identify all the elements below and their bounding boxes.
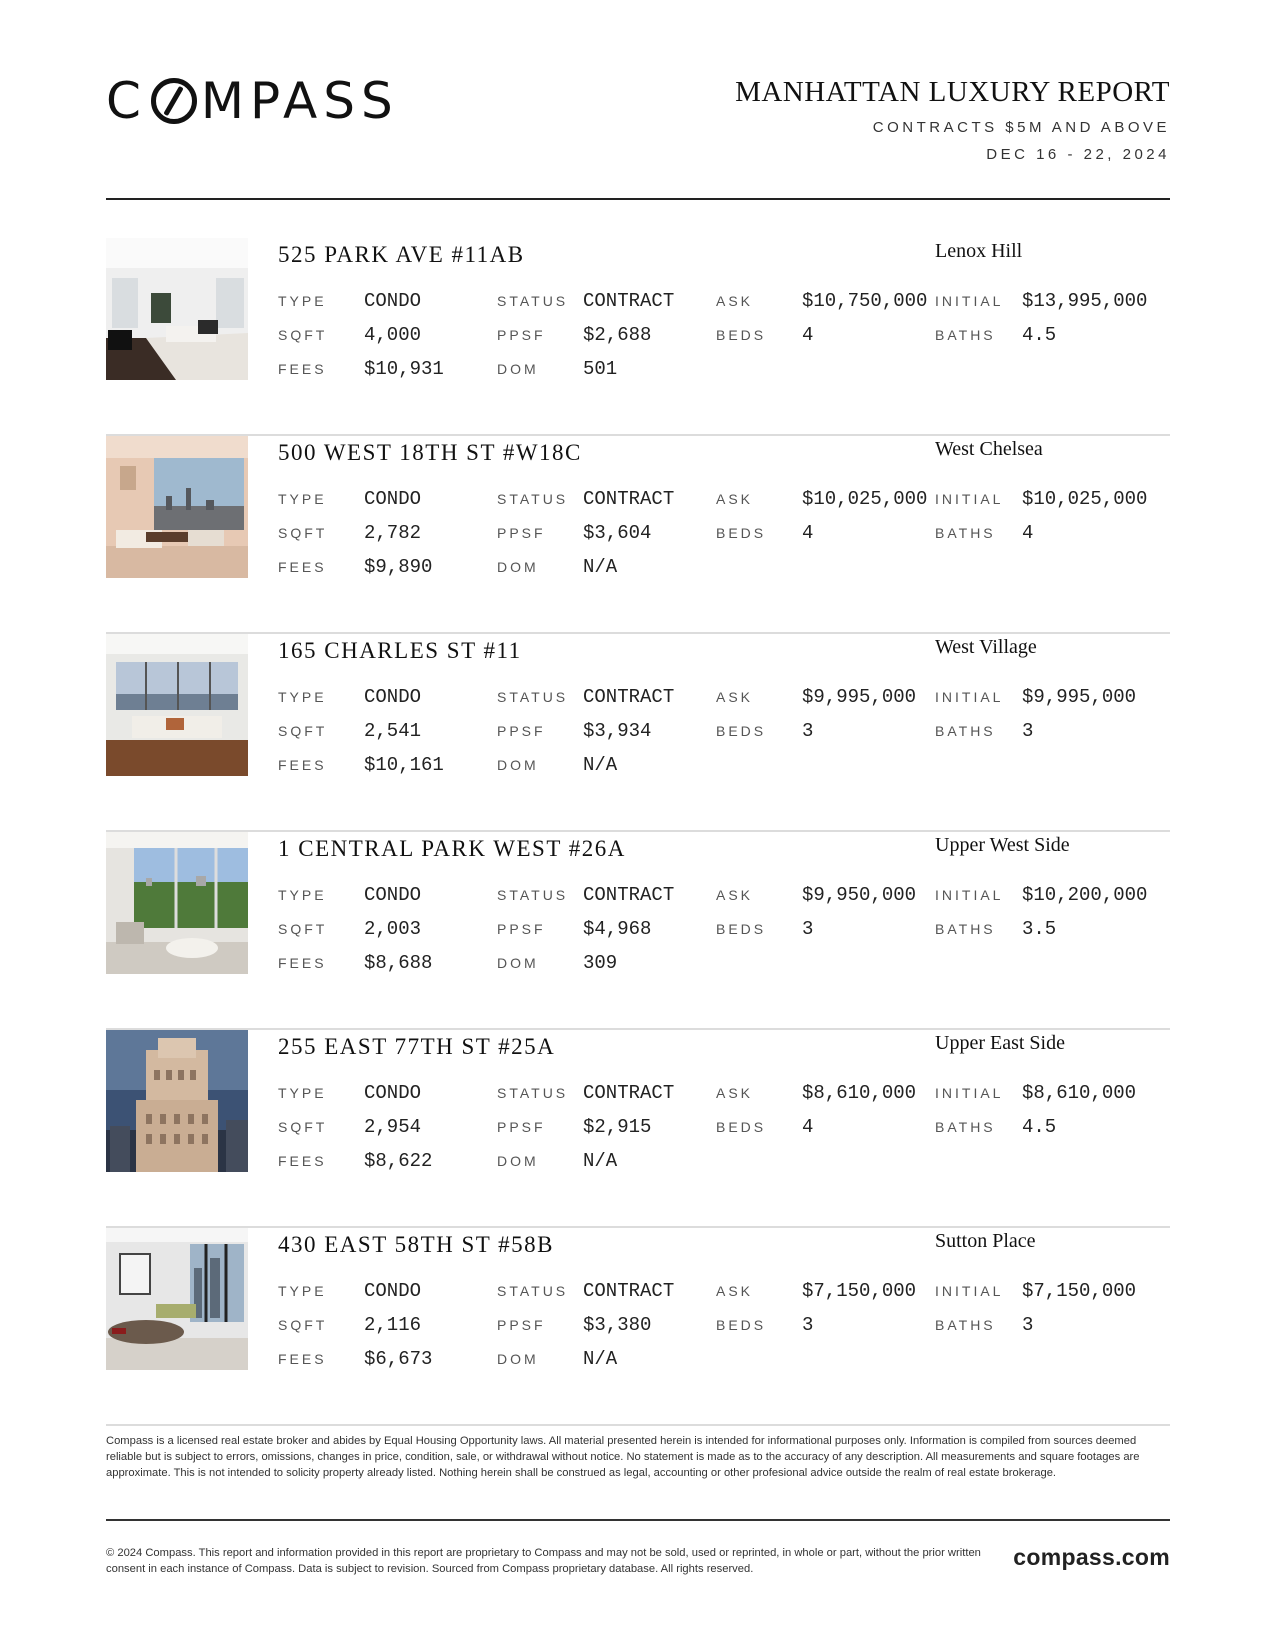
value-ppsf: $3,934 — [583, 720, 652, 742]
label-ppsf: PPSF — [497, 921, 546, 937]
listing-row — [106, 238, 1170, 436]
listing-neighborhood: West Village — [935, 636, 1037, 658]
value-beds: 4 — [802, 522, 814, 544]
value-fees: $6,673 — [364, 1348, 433, 1370]
value-initial: $8,610,000 — [1022, 1082, 1137, 1104]
value-ask: $10,025,000 — [802, 488, 928, 510]
label-ask: ASK — [716, 1283, 754, 1299]
label-status: STATUS — [497, 491, 569, 507]
value-beds: 3 — [802, 918, 814, 940]
label-type: TYPE — [278, 1085, 327, 1101]
label-type: TYPE — [278, 293, 327, 309]
listing-neighborhood: Upper West Side — [935, 834, 1070, 856]
value-initial: $9,995,000 — [1022, 686, 1137, 708]
value-baths: 3 — [1022, 720, 1034, 742]
label-initial: INITIAL — [935, 689, 1004, 705]
value-sqft: 2,954 — [364, 1116, 422, 1138]
report-page — [106, 0, 1170, 1650]
label-status: STATUS — [497, 293, 569, 309]
value-initial: $10,025,000 — [1022, 488, 1148, 510]
value-ask: $10,750,000 — [802, 290, 928, 312]
listing-row — [106, 832, 1170, 1030]
value-beds: 3 — [802, 720, 814, 742]
label-initial: INITIAL — [935, 1283, 1004, 1299]
label-initial: INITIAL — [935, 887, 1004, 903]
label-status: STATUS — [497, 689, 569, 705]
listings — [106, 238, 1170, 1426]
listing-address: 525 PARK AVE #11AB — [278, 242, 525, 267]
value-initial: $7,150,000 — [1022, 1280, 1137, 1302]
listing-address: 430 EAST 58TH ST #58B — [278, 1232, 555, 1257]
label-sqft: SQFT — [278, 1119, 328, 1135]
label-sqft: SQFT — [278, 1317, 328, 1333]
listing-photo-living-room-park-view — [106, 832, 248, 974]
value-type: CONDO — [364, 1082, 422, 1104]
value-status: CONTRACT — [583, 1082, 675, 1104]
value-ask: $9,950,000 — [802, 884, 917, 906]
label-dom: DOM — [497, 1351, 539, 1367]
value-ask: $9,995,000 — [802, 686, 917, 708]
footer-divider — [106, 1519, 1170, 1521]
label-baths: BATHS — [935, 525, 996, 541]
label-ask: ASK — [716, 1085, 754, 1101]
value-fees: $9,890 — [364, 556, 433, 578]
label-fees: FEES — [278, 1351, 327, 1367]
label-initial: INITIAL — [935, 1085, 1004, 1101]
compass-logo: C MPASS — [106, 72, 399, 130]
listing-photo-building-exterior — [106, 1030, 248, 1172]
listing-neighborhood: West Chelsea — [935, 438, 1043, 460]
value-dom: N/A — [583, 754, 618, 776]
label-dom: DOM — [497, 757, 539, 773]
label-status: STATUS — [497, 1283, 569, 1299]
value-ppsf: $2,915 — [583, 1116, 652, 1138]
label-beds: BEDS — [716, 723, 767, 739]
value-fees: $8,622 — [364, 1150, 433, 1172]
value-initial: $10,200,000 — [1022, 884, 1148, 906]
value-sqft: 2,116 — [364, 1314, 422, 1336]
report-title: MANHATTAN LUXURY REPORT — [735, 76, 1170, 108]
value-initial: $13,995,000 — [1022, 290, 1148, 312]
value-dom: 309 — [583, 952, 618, 974]
label-baths: BATHS — [935, 1317, 996, 1333]
label-ppsf: PPSF — [497, 525, 546, 541]
listing-photo-living-room-interior — [106, 238, 248, 380]
value-ppsf: $2,688 — [583, 324, 652, 346]
label-dom: DOM — [497, 559, 539, 575]
label-baths: BATHS — [935, 327, 996, 343]
label-beds: BEDS — [716, 1317, 767, 1333]
listing-photo-living-room-city-view — [106, 436, 248, 578]
label-ask: ASK — [716, 689, 754, 705]
value-beds: 3 — [802, 1314, 814, 1336]
value-baths: 4 — [1022, 522, 1034, 544]
listing-address: 1 CENTRAL PARK WEST #26A — [278, 836, 626, 861]
report-subtitle: CONTRACTS $5M AND ABOVE — [872, 119, 1170, 136]
value-type: CONDO — [364, 884, 422, 906]
value-sqft: 2,782 — [364, 522, 422, 544]
value-baths: 4.5 — [1022, 1116, 1057, 1138]
label-fees: FEES — [278, 757, 327, 773]
listing-neighborhood: Upper East Side — [935, 1032, 1065, 1054]
listing-row — [106, 634, 1170, 832]
label-ppsf: PPSF — [497, 1119, 546, 1135]
value-ppsf: $3,380 — [583, 1314, 652, 1336]
value-status: CONTRACT — [583, 488, 675, 510]
label-fees: FEES — [278, 559, 327, 575]
value-status: CONTRACT — [583, 1280, 675, 1302]
label-ask: ASK — [716, 491, 754, 507]
label-beds: BEDS — [716, 1119, 767, 1135]
value-ppsf: $3,604 — [583, 522, 652, 544]
label-beds: BEDS — [716, 327, 767, 343]
value-type: CONDO — [364, 686, 422, 708]
label-sqft: SQFT — [278, 921, 328, 937]
label-type: TYPE — [278, 887, 327, 903]
label-baths: BATHS — [935, 921, 996, 937]
listing-row — [106, 1030, 1170, 1228]
value-type: CONDO — [364, 1280, 422, 1302]
disclaimer: Compass is a licensed real estate broker and abides by Equal Housing Opportunity laws. All material presented herein is intended for informational purposes only. Information is compiled from sources deemed reliable but is subject to errors, omissions, changes in price, condition, sale, or withdrawal without notice. No statement is made as to the accuracy of any description. All measurements and square footages are approximate. This is not intended to solicity property already listed. Nothing herein shall be construed as legal, accounting or other profesional advice outside the realm of real estate brokerage. — [106, 1435, 1140, 1479]
label-status: STATUS — [497, 1085, 569, 1101]
label-fees: FEES — [278, 1153, 327, 1169]
listing-divider — [106, 1424, 1170, 1426]
value-fees: $10,931 — [364, 358, 444, 380]
value-beds: 4 — [802, 1116, 814, 1138]
value-type: CONDO — [364, 290, 422, 312]
value-sqft: 4,000 — [364, 324, 422, 346]
label-status: STATUS — [497, 887, 569, 903]
label-initial: INITIAL — [935, 491, 1004, 507]
label-sqft: SQFT — [278, 525, 328, 541]
value-baths: 3.5 — [1022, 918, 1057, 940]
label-beds: BEDS — [716, 921, 767, 937]
label-dom: DOM — [497, 361, 539, 377]
label-ppsf: PPSF — [497, 1317, 546, 1333]
header-divider — [106, 198, 1170, 200]
listing-photo-living-room-river-view — [106, 634, 248, 776]
value-dom: 501 — [583, 358, 618, 380]
label-baths: BATHS — [935, 1119, 996, 1135]
value-dom: N/A — [583, 1150, 618, 1172]
label-sqft: SQFT — [278, 327, 328, 343]
value-baths: 3 — [1022, 1314, 1034, 1336]
value-status: CONTRACT — [583, 884, 675, 906]
value-ask: $7,150,000 — [802, 1280, 917, 1302]
value-fees: $10,161 — [364, 754, 444, 776]
value-ppsf: $4,968 — [583, 918, 652, 940]
value-status: CONTRACT — [583, 290, 675, 312]
listing-address: 165 CHARLES ST #11 — [278, 638, 522, 663]
value-beds: 4 — [802, 324, 814, 346]
value-sqft: 2,541 — [364, 720, 422, 742]
label-sqft: SQFT — [278, 723, 328, 739]
value-dom: N/A — [583, 556, 618, 578]
listing-photo-dining-living-interior — [106, 1228, 248, 1370]
value-fees: $8,688 — [364, 952, 433, 974]
listing-neighborhood: Sutton Place — [935, 1230, 1036, 1252]
listing-address: 500 WEST 18TH ST #W18C — [278, 440, 582, 465]
value-status: CONTRACT — [583, 686, 675, 708]
label-type: TYPE — [278, 689, 327, 705]
report-heading — [735, 76, 1170, 163]
label-dom: DOM — [497, 1153, 539, 1169]
value-sqft: 2,003 — [364, 918, 422, 940]
label-ask: ASK — [716, 887, 754, 903]
value-baths: 4.5 — [1022, 324, 1057, 346]
label-fees: FEES — [278, 955, 327, 971]
label-fees: FEES — [278, 361, 327, 377]
label-initial: INITIAL — [935, 293, 1004, 309]
listing-address: 255 EAST 77TH ST #25A — [278, 1034, 556, 1059]
value-dom: N/A — [583, 1348, 618, 1370]
label-ppsf: PPSF — [497, 723, 546, 739]
listing-neighborhood: Lenox Hill — [935, 240, 1023, 262]
logo-o-mark — [151, 78, 197, 124]
copyright: © 2024 Compass. This report and information provided in this report are proprietary to Compass and may not be sold, used or reprinted, in whole or part, without the prior written consent in each instance of Compass. Data is subject to revision. Sourced from Compass proprietary database. All rights reserved. — [106, 1547, 981, 1575]
listing-row — [106, 1228, 1170, 1426]
label-ask: ASK — [716, 293, 754, 309]
label-type: TYPE — [278, 1283, 327, 1299]
label-ppsf: PPSF — [497, 327, 546, 343]
label-baths: BATHS — [935, 723, 996, 739]
label-beds: BEDS — [716, 525, 767, 541]
label-type: TYPE — [278, 491, 327, 507]
report-date: DEC 16 - 22, 2024 — [986, 146, 1170, 163]
value-ask: $8,610,000 — [802, 1082, 917, 1104]
website-link[interactable]: compass.com — [1013, 1544, 1170, 1570]
value-type: CONDO — [364, 488, 422, 510]
listing-row — [106, 436, 1170, 634]
label-dom: DOM — [497, 955, 539, 971]
